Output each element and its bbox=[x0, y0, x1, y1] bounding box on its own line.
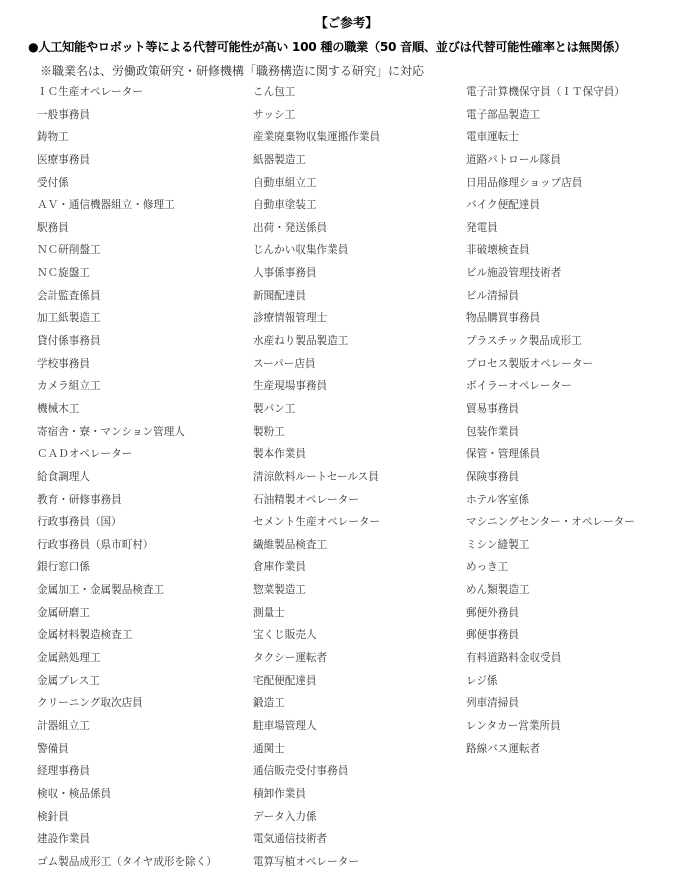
occupation-item: 学校事務員 bbox=[37, 357, 90, 370]
occupation-item: 製本作業員 bbox=[253, 448, 306, 461]
occupation-item: 寄宿舎・寮・マンション管理人 bbox=[37, 425, 185, 438]
occupation-item: マシニングセンター・オペレーター bbox=[466, 516, 635, 529]
occupation-item: ビル施設管理技術者 bbox=[466, 267, 562, 280]
occupation-item: 金属材料製造検査工 bbox=[37, 629, 133, 642]
occupation-item: サッシ工 bbox=[253, 108, 296, 121]
occupation-item: 行政事務員（国） bbox=[37, 516, 122, 529]
occupation-item: 自動車組立工 bbox=[253, 176, 317, 189]
occupation-item: スーパー店員 bbox=[253, 357, 316, 370]
occupation-item: 電気通信技術者 bbox=[253, 833, 328, 846]
occupation-item: ＡＶ・通信機器組立・修理工 bbox=[37, 199, 175, 212]
occupation-item: 行政事務員（県市町村） bbox=[37, 538, 154, 551]
occupation-item: 鋳物工 bbox=[37, 131, 69, 144]
occupation-item: プロセス製版オペレーター bbox=[466, 357, 594, 370]
occupation-item: 物品購買事務員 bbox=[466, 312, 541, 325]
occupation-item: 給食調理人 bbox=[37, 470, 90, 483]
occupation-item: 宅配便配達員 bbox=[253, 674, 317, 687]
occupation-item: 包装作業員 bbox=[466, 425, 519, 438]
occupation-item: 発電員 bbox=[466, 221, 498, 234]
occupation-item: 保管・管理係員 bbox=[466, 448, 541, 461]
occupation-item: 駐車場管理人 bbox=[253, 719, 317, 732]
occupation-item: 積卸作業員 bbox=[253, 787, 306, 800]
occupation-item: 自動車塗装工 bbox=[253, 199, 317, 212]
list-heading: ●人工知能やロボット等による代替可能性が高い 100 種の職業（50 音順、並びは代替可能性確率とは無関係） bbox=[28, 40, 627, 54]
occupation-item: 生産現場事務員 bbox=[253, 380, 328, 393]
occupation-item: 電子部品製造工 bbox=[466, 108, 541, 121]
occupation-item: 非破壊検査員 bbox=[466, 244, 530, 257]
occupation-item: 日用品修理ショップ店員 bbox=[466, 176, 583, 189]
occupation-item: ホテル客室係 bbox=[466, 493, 530, 506]
occupation-item: 宝くじ販売人 bbox=[253, 629, 317, 642]
occupation-item: データ入力係 bbox=[253, 810, 317, 823]
occupation-item: 金属研磨工 bbox=[37, 606, 90, 619]
occupation-item: ミシン縫製工 bbox=[466, 538, 530, 551]
occupation-item: 一般事務員 bbox=[37, 108, 90, 121]
occupation-item: レジ係 bbox=[466, 674, 498, 687]
occupation-item: 有料道路料金収受員 bbox=[466, 652, 562, 665]
occupation-item: 受付係 bbox=[37, 176, 69, 189]
occupation-item: 会計監査係員 bbox=[37, 289, 101, 302]
occupation-item: 繊維製品検査工 bbox=[253, 538, 328, 551]
occupation-item: 医療事務員 bbox=[37, 153, 90, 166]
occupation-item: ゴム製品成形工（タイヤ成形を除く） bbox=[37, 855, 217, 868]
occupation-item: 製パン工 bbox=[253, 402, 296, 415]
occupation-item: ＮＣ研削盤工 bbox=[37, 244, 101, 257]
occupation-item: ＩＣ生産オペレーター bbox=[37, 86, 143, 98]
occupation-item: 清涼飲料ルートセールス員 bbox=[253, 470, 379, 483]
occupation-item: こん包工 bbox=[253, 86, 296, 98]
occupation-item: 診療情報管理士 bbox=[253, 312, 328, 325]
occupation-item: ＣＡＤオペレーター bbox=[37, 448, 133, 461]
occupation-item: めっき工 bbox=[466, 561, 509, 574]
occupation-column-3 bbox=[466, 84, 635, 763]
occupation-item: 銀行窓口係 bbox=[37, 561, 90, 574]
occupation-item: じんかい収集作業員 bbox=[253, 244, 349, 257]
occupation-item: 路線バス運転者 bbox=[466, 742, 541, 755]
occupation-item: 通信販売受付事務員 bbox=[253, 765, 349, 778]
occupation-item: 通関士 bbox=[253, 742, 285, 755]
occupation-item: プラスチック製品成形工 bbox=[466, 335, 582, 348]
occupation-item: 電車運転士 bbox=[466, 131, 519, 144]
occupation-item: バイク便配達員 bbox=[466, 199, 540, 212]
occupation-item: レンタカー営業所員 bbox=[466, 719, 561, 732]
occupation-item: 惣菜製造工 bbox=[253, 584, 306, 597]
occupation-column-1 bbox=[37, 84, 217, 876]
occupation-item: 教育・研修事務員 bbox=[37, 493, 122, 506]
occupation-item: ＮＣ旋盤工 bbox=[37, 267, 90, 280]
occupation-item: セメント生産オペレーター bbox=[253, 516, 381, 529]
occupation-item: 郵便外務員 bbox=[466, 606, 519, 619]
occupation-item: 警備員 bbox=[37, 742, 69, 755]
occupation-item: 貸付係事務員 bbox=[37, 335, 101, 348]
occupation-item: 石油精製オペレーター bbox=[253, 493, 359, 506]
occupation-item: 道路パトロール隊員 bbox=[466, 153, 561, 166]
occupation-item: 検針員 bbox=[37, 810, 69, 823]
occupation-item: 計器組立工 bbox=[37, 719, 90, 732]
occupation-item: カメラ組立工 bbox=[37, 380, 101, 393]
occupation-item: ビル清掃員 bbox=[466, 289, 519, 302]
source-note: ※職業名は、労働政策研究・研修機構「職務構造に関する研究」に対応 bbox=[40, 64, 425, 78]
occupation-item: 電子計算機保守員（ＩＴ保守員） bbox=[466, 86, 625, 98]
occupation-item: 列車清掃員 bbox=[466, 697, 519, 710]
occupation-item: 電算写植オペレーター bbox=[253, 855, 359, 868]
occupation-item: めん類製造工 bbox=[466, 584, 530, 597]
occupation-item: タクシー運転者 bbox=[253, 652, 328, 665]
occupation-item: 人事係事務員 bbox=[253, 267, 317, 280]
occupation-item: 金属加工・金属製品検査工 bbox=[37, 584, 165, 597]
occupation-item: 水産ねり製品製造工 bbox=[253, 335, 349, 348]
occupation-item: 加工紙製造工 bbox=[37, 312, 101, 325]
occupation-item: 貿易事務員 bbox=[466, 402, 519, 415]
occupation-item: 新聞配達員 bbox=[253, 289, 306, 302]
occupation-item: 産業廃棄物収集運搬作業員 bbox=[253, 131, 381, 144]
occupation-item: ボイラーオペレーター bbox=[466, 380, 572, 393]
occupation-item: 郵便事務員 bbox=[466, 629, 519, 642]
occupation-item: 測量士 bbox=[253, 606, 285, 619]
occupation-item: 機械木工 bbox=[37, 402, 80, 415]
occupation-item: 検収・検品係員 bbox=[37, 787, 112, 800]
occupation-item: 経理事務員 bbox=[37, 765, 90, 778]
occupation-column-2 bbox=[253, 84, 380, 876]
page-title: 【ご参考】 bbox=[315, 15, 378, 30]
occupation-item: 出荷・発送係員 bbox=[253, 221, 328, 234]
occupation-item: 鍛造工 bbox=[253, 697, 285, 710]
occupation-item: 駅務員 bbox=[37, 221, 69, 234]
occupation-item: 金属熱処理工 bbox=[37, 652, 101, 665]
occupation-item: 金属プレス工 bbox=[37, 674, 100, 687]
occupation-item: 紙器製造工 bbox=[253, 153, 306, 166]
occupation-item: 倉庫作業員 bbox=[253, 561, 306, 574]
occupation-item: 建設作業員 bbox=[37, 833, 90, 846]
occupation-item: 保険事務員 bbox=[466, 470, 519, 483]
occupation-item: クリーニング取次店員 bbox=[37, 697, 143, 710]
occupation-item: 製粉工 bbox=[253, 425, 285, 438]
